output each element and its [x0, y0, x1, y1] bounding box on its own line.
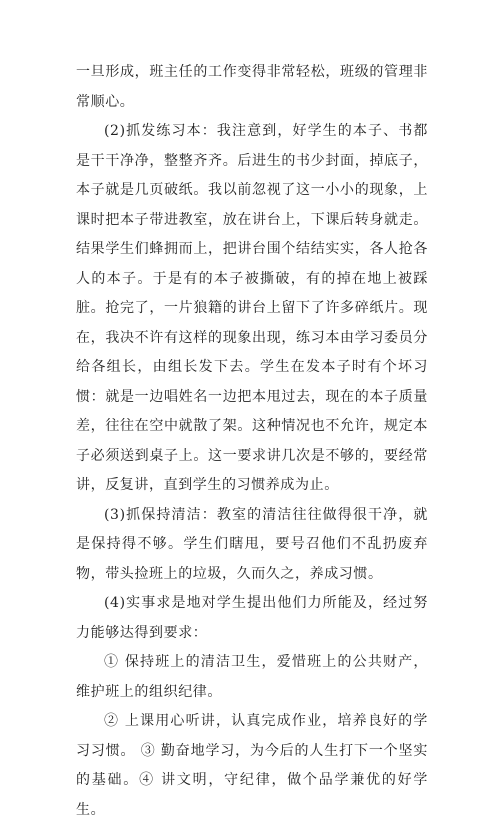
paragraph-cleanliness: (3)抓保持清洁：教室的清洁往往做得很干净，就是保持得不够。学生们瞎甩，要号召他们不乱扔废弃物，带头捡班上的垃圾，久而久之，养成习惯。 [76, 506, 428, 582]
list-item-requirements-2-4: ② 上课用心听讲，认真完成作业，培养良好的学习习惯。 ③ 勤奋地学习，为今后的人生打下一个坚实的基础。④ 讲文明，守纪律，做个品学兼优的好学生。 [76, 713, 428, 818]
list-item-requirement-1: ① 保持班上的清洁卫生，爱惜班上的公共财产，维护班上的组织纪律。 [76, 654, 428, 700]
paragraph-requirements-intro: (4)实事求是地对学生提出他们力所能及，经过努力能够达得到要求： [76, 595, 428, 641]
paragraph-continuation: 一旦形成，班主任的工作变得非常轻松，班级的管理非常顺心。 [76, 64, 428, 110]
document-page [76, 58, 428, 825]
paragraph-exercise-books: (2)抓发练习本：我注意到，好学生的本子、书都是干干净净，整整齐齐。后进生的书少封面，掉底子，本子就是几页破纸。我以前忽视了这一小小的现象，上课时把本子带进教室，放在讲台上，下课后转身就走。结果学生们蜂拥而上，把讲台围个结结实实，各人抢各人的本子。于是有的本子被撕破，有的掉在地上被踩脏。抢完了，一片狼籍的讲台上留下了许多碎纸片。现在，我决不许有这样的现象出现，练习本由学习委员分给各组长，由组长发下去。学生在发本子时有个坏习惯：就是一边唱姓名一边把本甩过去，现在的本子质量差，往往在空中就散了架。这种情况也不允许，规定本子必须送到桌子上。这一要求讲几次是不够的，要经常讲，反复讲，直到学生的习惯养成为止。 [76, 123, 428, 493]
